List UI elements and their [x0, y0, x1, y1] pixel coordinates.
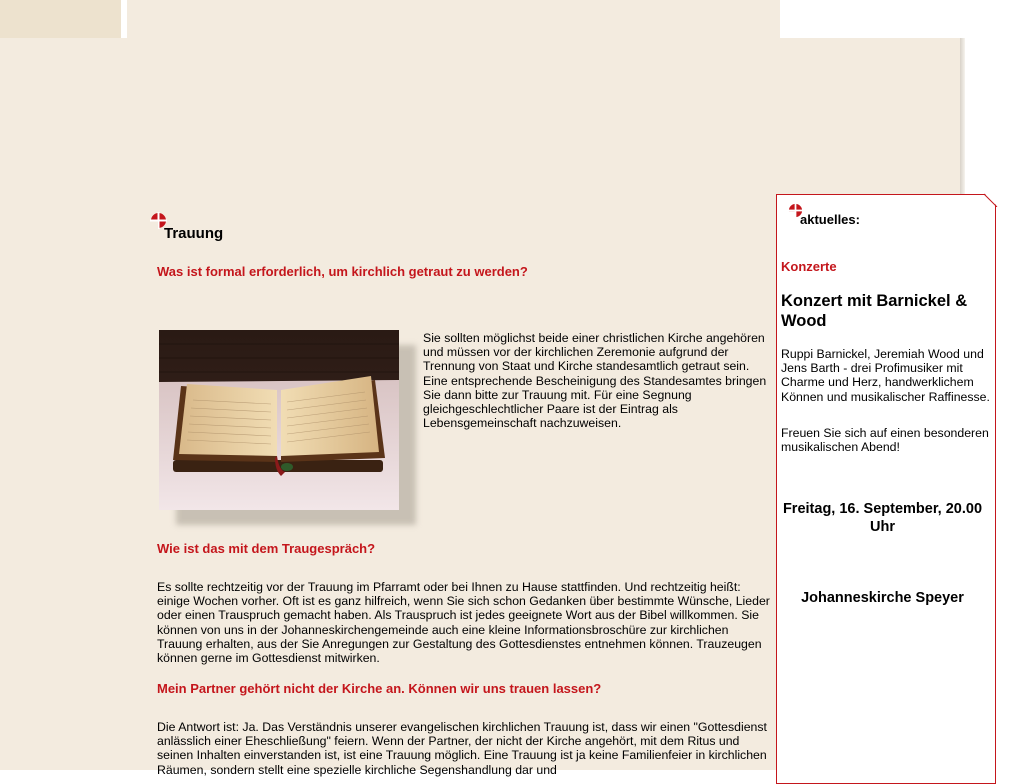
event-location: Johanneskirche Speyer — [801, 590, 964, 606]
news-text: Ruppi Barnickel, Jeremiah Wood und Jens Barth - drei Profimusiker mit Charme und Herz, handwerklichem Können und musikalischer Raffinesse. — [781, 347, 990, 404]
section-question: Mein Partner gehört nicht der Kirche an. Können wir uns trauen lassen? — [157, 681, 602, 696]
header-banner — [127, 0, 780, 38]
section-text: Sie sollten möglichst beide einer christlichen Kirche angehören und müssen vor der kirchlichen Zeremonie aufgrund der Trennung von Staat und Kirche standesamtlich getraut sein. Eine entsprechende Bescheinigung des Standesamtes bringen Sie dann bitte zur Trauung mit. Für eine Segnung gleichgeschlechtlicher Paare ist der Eintrag als Lebensgemeinschaft nachzuweisen. — [423, 331, 767, 431]
news-sidebar — [776, 194, 996, 784]
header-left-panel — [0, 0, 121, 38]
section-text: Es sollte rechtzeitig vor der Trauung im Pfarramt oder bei Ihnen zu Hause stattfinden. Und rechtzeitig heißt: einige Wochen vorher. Oft ist es ganz hilfreich, wenn Sie sich schon Gedanken über bestimmte Wünsche, Lieder oder einen Trauspruch gemacht haben. Als Trauspruch ist jedes geeignete Wort aus der Bibel willkommen. Sie können von uns in der Johanneskirchengemeinde auch eine kleine Informationsbroschüre zur kirchlichen Trauung erhalten, aus der Sie Anregungen zur Gestaltung des Gottesdienstes entnehmen können. Trauzeugen können gerne im Gottesdienst mitwirken. — [157, 580, 770, 666]
news-title[interactable]: Konzert mit Barnickel & Wood — [781, 292, 968, 330]
header-right-panel — [780, 0, 1026, 38]
news-category[interactable]: Konzerte — [781, 259, 837, 274]
news-text: Freuen Sie sich auf einen besonderen musikalischen Abend! — [781, 426, 989, 455]
page-title: Trauung — [164, 225, 224, 242]
section-question: Wie ist das mit dem Traugespräch? — [157, 541, 376, 556]
event-date: Freitag, 16. September, 20.00 Uhr — [782, 501, 983, 535]
bible-photo — [159, 330, 399, 510]
church-cross-icon — [150, 212, 164, 226]
sidebar-heading: aktuelles: — [800, 212, 860, 227]
section-question: Was ist formal erforderlich, um kirchlich getraut zu werden? — [157, 264, 528, 279]
sidebar-corner — [984, 193, 998, 207]
section-text: Die Antwort ist: Ja. Das Verständnis unserer evangelischen kirchlichen Trauung ist, dass wir einen "Gottesdienst anlässlich einer Eheschließung" feiern. Wenn der Partner, der nicht der Kirche angehört, mit dem Ritus und seinen Inhalten einverstanden ist, ist eine Trauung möglich. Eine Trauung ist ja keine Familienfeier in kirchlichen Räumen, sondern stellt eine spezielle kirchliche Segenshandlung dar und — [157, 720, 767, 777]
